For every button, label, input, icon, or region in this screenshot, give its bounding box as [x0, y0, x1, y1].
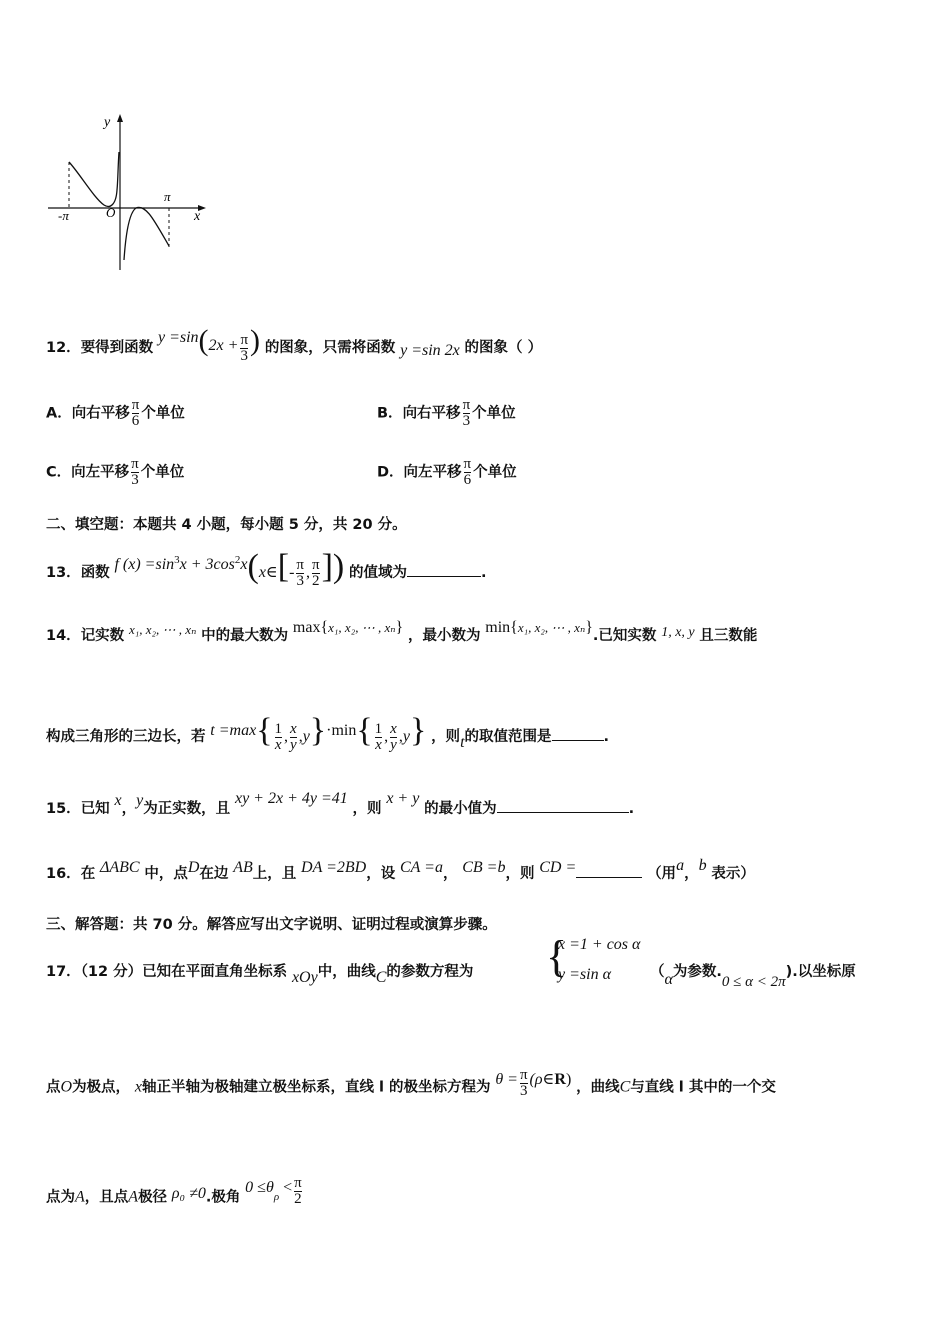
q17-angle-frac	[294, 1176, 302, 1207]
q14-end: .	[603, 729, 610, 745]
q17-R: R	[554, 1070, 566, 1088]
q14-line2-text-2: ，则	[431, 729, 461, 745]
section-2-heading: 二、填空题：本题共 4 小题，每小题 5 分，共 20 分。	[46, 517, 407, 533]
q14-text-2: 中的最大数为	[201, 628, 289, 644]
q13-frac-2-num: π	[312, 556, 320, 573]
q14-max-lbrace: {	[320, 619, 329, 636]
q16-eq4: CD =	[539, 859, 577, 876]
q17-text-5: 为参数.	[672, 964, 722, 980]
q12-option-b-num: π	[462, 397, 471, 413]
q13-end: .	[481, 565, 487, 581]
q14-frac-1-den: x	[274, 736, 282, 753]
q16-sep: ，	[442, 866, 458, 882]
q15-stem	[46, 790, 635, 818]
q16-text-1: 在	[80, 866, 96, 882]
q16-sep-2: ，	[684, 866, 699, 882]
q12-option-c[interactable]	[46, 457, 184, 488]
function-graph	[40, 110, 220, 280]
q17-theta-num: π	[519, 1067, 528, 1083]
q17-text-1: （12 分）已知在平面直角坐标系	[80, 964, 288, 980]
q15-text-4: 的最小值为	[424, 801, 497, 817]
x-axis-label: x	[194, 209, 201, 224]
q14-vals: 1, x, y	[661, 625, 695, 640]
q17-l2-text-4: ，曲线	[576, 1079, 620, 1096]
q17-rho: (ρ∈	[529, 1070, 555, 1088]
y-axis-label: y	[104, 115, 111, 130]
q17-line-2	[46, 1067, 776, 1103]
q12-text-2: 的图象，只需将函数	[264, 340, 396, 356]
q16-eq2: CA =a	[399, 859, 443, 876]
q12-option-d[interactable]	[377, 457, 517, 488]
q17-eq-b: y =sin α	[558, 966, 611, 983]
section-3-heading: 三、解答题：共 70 分。解答应写出文字说明、证明过程或演算步骤。	[46, 917, 497, 933]
q17-line-3	[46, 1175, 304, 1213]
q14-frac-4-num: x	[390, 720, 397, 737]
q13-lparen: (	[247, 548, 259, 585]
curve-left	[69, 152, 119, 206]
q14-rbrace-2: }	[409, 712, 427, 749]
q13-frac-2-den: 2	[312, 572, 320, 589]
q17-text-3: 的参数方程为	[386, 964, 474, 980]
q17-number: 17．	[46, 964, 81, 980]
q14-line2-text-1: 构成三角形的三边长，若	[46, 729, 206, 745]
q17-text-2: 中，曲线	[317, 964, 376, 980]
q12-option-d-letter: D．	[377, 464, 404, 481]
q12-option-a-num: π	[131, 397, 140, 413]
q17-theta: θ =	[495, 1070, 518, 1088]
q13-frac-2	[312, 558, 320, 589]
q14-xs-1: x₁, x₂, ⋯ , xₙ	[128, 622, 197, 637]
q15-eq: xy + 2x + 4y =41	[234, 790, 348, 807]
q17-l3-text-1: 点为	[46, 1189, 75, 1206]
q14-lbrace-1: {	[256, 712, 273, 749]
q16-stem	[46, 857, 755, 883]
q13-minus: -	[289, 564, 295, 581]
q12-option-a-frac	[132, 398, 140, 429]
q12-option-b-letter: B．	[377, 405, 403, 422]
q12-option-b-pre: 向右平移	[402, 405, 461, 422]
q12-func1-num: π	[240, 331, 249, 348]
q12-option-d-num: π	[463, 456, 472, 472]
q15-text-2: 为正实数，且	[143, 801, 231, 817]
q12-option-c-pre: 向左平移	[71, 464, 130, 481]
q14-frac-1	[275, 722, 283, 753]
q17-rparen: )	[565, 1070, 572, 1088]
q12-rparen: )	[250, 324, 261, 357]
q17-x: x	[134, 1078, 142, 1096]
q14-frac-2	[290, 722, 297, 753]
q17-angle: 0 ≤θ	[245, 1178, 274, 1196]
q17-l2-text-1: 点	[46, 1079, 61, 1096]
q15-answer-blank[interactable]	[497, 800, 629, 813]
q12-option-c-num: π	[131, 456, 139, 472]
q17-system-brace: {	[546, 932, 568, 981]
q14-answer-blank[interactable]	[552, 728, 604, 741]
q16-text-5: ，设	[366, 866, 396, 882]
q12-option-c-post: 个单位	[140, 464, 185, 481]
q14-y-2: y	[402, 728, 410, 745]
q14-xs-2: x₁, x₂, ⋯ , xₙ	[328, 620, 396, 635]
q17-O: O	[60, 1078, 73, 1096]
q14-min: min	[485, 619, 511, 636]
q14-frac-3	[375, 722, 383, 753]
q17-C2: C	[619, 1078, 631, 1096]
pi-label: π	[164, 189, 171, 204]
q12-option-b-den: 3	[462, 413, 471, 429]
q16-eq1: DA =2BD	[301, 859, 367, 876]
q14-number: 14．	[46, 628, 81, 644]
q14-frac-1-num: 1	[274, 720, 283, 737]
q12-text-3: 的图象（ ）	[464, 340, 543, 356]
q17-l2-text-5: 与直线 l 其中的一个交	[630, 1079, 776, 1096]
q12-lparen: (	[198, 324, 209, 357]
q12-func1-a: y =sin	[157, 329, 199, 346]
q12-option-c-frac	[131, 457, 139, 488]
q17-l2-text-3: 轴正半轴为极轴建立极坐标系，直线 l 的极坐标方程为	[141, 1079, 491, 1096]
q12-option-b[interactable]	[377, 398, 516, 429]
q14-frac-4-den: y	[390, 736, 397, 753]
q14-xs-3: x₁, x₂, ⋯ , xₙ	[517, 620, 586, 635]
q16-a: a	[676, 857, 685, 874]
q17-A2: A	[128, 1188, 139, 1206]
q13-rparen: )	[332, 548, 345, 585]
q12-number: 12．	[46, 340, 81, 356]
q17-angle-sub: ρ	[273, 1190, 280, 1203]
q13-func-a: f (x) =sin	[114, 556, 175, 573]
q17-text-4: （	[650, 964, 665, 980]
q17-alpha: α	[664, 971, 673, 988]
q15-y: y	[136, 792, 144, 809]
q12-func1-frac	[240, 333, 248, 364]
q14-text-5: 且三数能	[699, 628, 758, 644]
neg-pi-label: -π	[58, 208, 69, 223]
q13-func-b: x + 3cos	[179, 556, 235, 573]
q13-rbracket: ]	[321, 548, 333, 585]
q12-option-a-post: 个单位	[141, 405, 185, 422]
q14-frac-3-den: x	[375, 736, 382, 753]
q12-option-b-frac	[463, 398, 471, 429]
q12-func1-b: 2x +	[208, 337, 239, 354]
q12-option-c-letter: C．	[46, 464, 72, 481]
q16-text-6: ，则	[505, 866, 535, 882]
q13-lbracket: [	[277, 548, 290, 585]
q16-AB: AB	[233, 859, 253, 876]
q12-option-d-pre: 向左平移	[403, 464, 462, 481]
q15-end: .	[628, 801, 635, 817]
q15-comma: ，	[121, 801, 137, 817]
q14-line-1	[46, 619, 758, 645]
q16-eq3: CB =b	[462, 859, 506, 876]
q16-b: b	[698, 857, 707, 874]
q17-text-6: ).以坐标原	[785, 964, 856, 980]
q14-text-3: ，最小数为	[407, 628, 481, 644]
q17-range: 0 ≤ α < 2π	[721, 974, 786, 990]
q14-line-2: 构成三角形的三边长，若 t =max{ $\frac{1}{x}$ , $\frac{x}{y}$ ,y}·min{ $\frac{1}{x}$ , $\frac{x}{y}$ ,y} ，则t的取值范围是 .	[46, 712, 610, 753]
q15-x: x	[114, 792, 122, 809]
q17-angle-num: π	[294, 1175, 302, 1191]
q13-text-1: 函数	[80, 565, 110, 581]
q16-text-3: 在边	[199, 866, 229, 882]
q14-min-lbrace: {	[510, 619, 518, 636]
q13-answer-blank[interactable]	[407, 564, 481, 577]
q16-text-4: 上，且	[252, 866, 297, 882]
q12-stem	[46, 326, 542, 364]
q13-exp-1: 3	[174, 554, 180, 566]
curve-right	[124, 207, 169, 260]
q14-text-4: .已知实数	[592, 628, 657, 644]
q16-number: 16．	[46, 866, 81, 882]
q13-domain-in: x∈	[258, 564, 278, 581]
q12-func1-den: 3	[240, 347, 248, 364]
q14-line2-text-3: 的取值范围是	[464, 729, 552, 745]
q12-option-d-post: 个单位	[473, 464, 517, 481]
q14-frac-2-num: x	[290, 720, 297, 737]
q17-theta-frac	[520, 1068, 528, 1099]
q17-l3-text-2: ，且点	[84, 1189, 129, 1206]
q17-rho0: ρ₀ ≠0	[171, 1184, 206, 1202]
q13-exp-2: 2	[234, 554, 241, 566]
q17-A: A	[75, 1188, 85, 1206]
q14-tvar: t	[460, 734, 465, 751]
q17-l3-text-3: 极径	[138, 1189, 168, 1206]
q13-frac-1-num: π	[296, 556, 304, 573]
q12-func2: y =sin 2x	[400, 342, 460, 359]
q13-text-2: 的值域为	[349, 565, 408, 581]
q17-l3-text-4: .极角	[205, 1189, 241, 1206]
y-axis-arrow-icon	[117, 114, 123, 122]
q16-answer-blank[interactable]	[576, 865, 642, 878]
q16-text-2: 中，点	[144, 866, 188, 882]
q14-lbrace-2: {	[356, 712, 373, 749]
q15-expr: x + y	[386, 790, 420, 807]
q12-option-a-den: 6	[131, 413, 140, 429]
q14-frac-4	[390, 722, 397, 753]
q15-text-1: 已知	[80, 801, 110, 817]
q12-option-b-post: 个单位	[472, 405, 516, 422]
q17-xoy: xOy	[291, 969, 318, 986]
q12-option-a-pre: 向右平移	[71, 405, 130, 422]
q12-option-d-frac	[464, 457, 472, 488]
q15-text-3: ，则	[352, 801, 382, 817]
q17-C: C	[375, 969, 387, 986]
q17-theta-den: 3	[520, 1083, 528, 1099]
q14-text-1: 记实数	[80, 628, 125, 644]
q13-number: 13．	[46, 565, 81, 581]
q14-max-rbrace: }	[395, 619, 404, 636]
q12-option-a[interactable]	[46, 398, 185, 429]
q13-stem: 13．函数 f $(x) =\sin^3x$ + $3\cos^2x(x\in[-$ $\frac{\pi}{3}$ , $\frac{\pi}{2}$ ]) 的值域为 .	[46, 548, 487, 589]
q12-option-c-den: 3	[131, 472, 139, 488]
q17-line-1b	[650, 960, 856, 990]
q14-max: max	[292, 619, 321, 636]
q17-line-1	[46, 960, 474, 986]
q14-dot-min: ·min	[326, 722, 357, 739]
origin-label: O	[106, 205, 116, 220]
q14-y-1: y	[302, 728, 310, 745]
q14-frac-3-num: 1	[374, 720, 383, 737]
q16-triangle: ΔABC	[99, 859, 140, 876]
q16-text-8: 表示）	[711, 866, 755, 882]
q17-angle-den: 2	[294, 1191, 302, 1207]
q13-func-c: x	[240, 556, 248, 573]
q12-text-1: 要得到函数	[80, 340, 154, 356]
q14-rbrace-1: }	[309, 712, 327, 749]
q15-number: 15．	[46, 801, 81, 817]
q17-eq-a: x =1 + cos α	[558, 936, 641, 953]
q12-option-a-letter: A．	[46, 405, 72, 422]
q17-l2-text-2: 为极点，	[72, 1079, 131, 1096]
q14-frac-2-den: y	[290, 736, 297, 753]
q16-D: D	[187, 859, 200, 876]
q17-lt: <	[279, 1178, 293, 1196]
q14-min-rbrace: }	[585, 619, 593, 636]
q16-text-7: （用	[647, 866, 677, 882]
q12-option-d-den: 6	[463, 472, 472, 488]
q13-frac-1	[296, 558, 304, 589]
q13-frac-1-den: 3	[296, 572, 304, 589]
q14-t-eq: t =max	[210, 722, 257, 739]
